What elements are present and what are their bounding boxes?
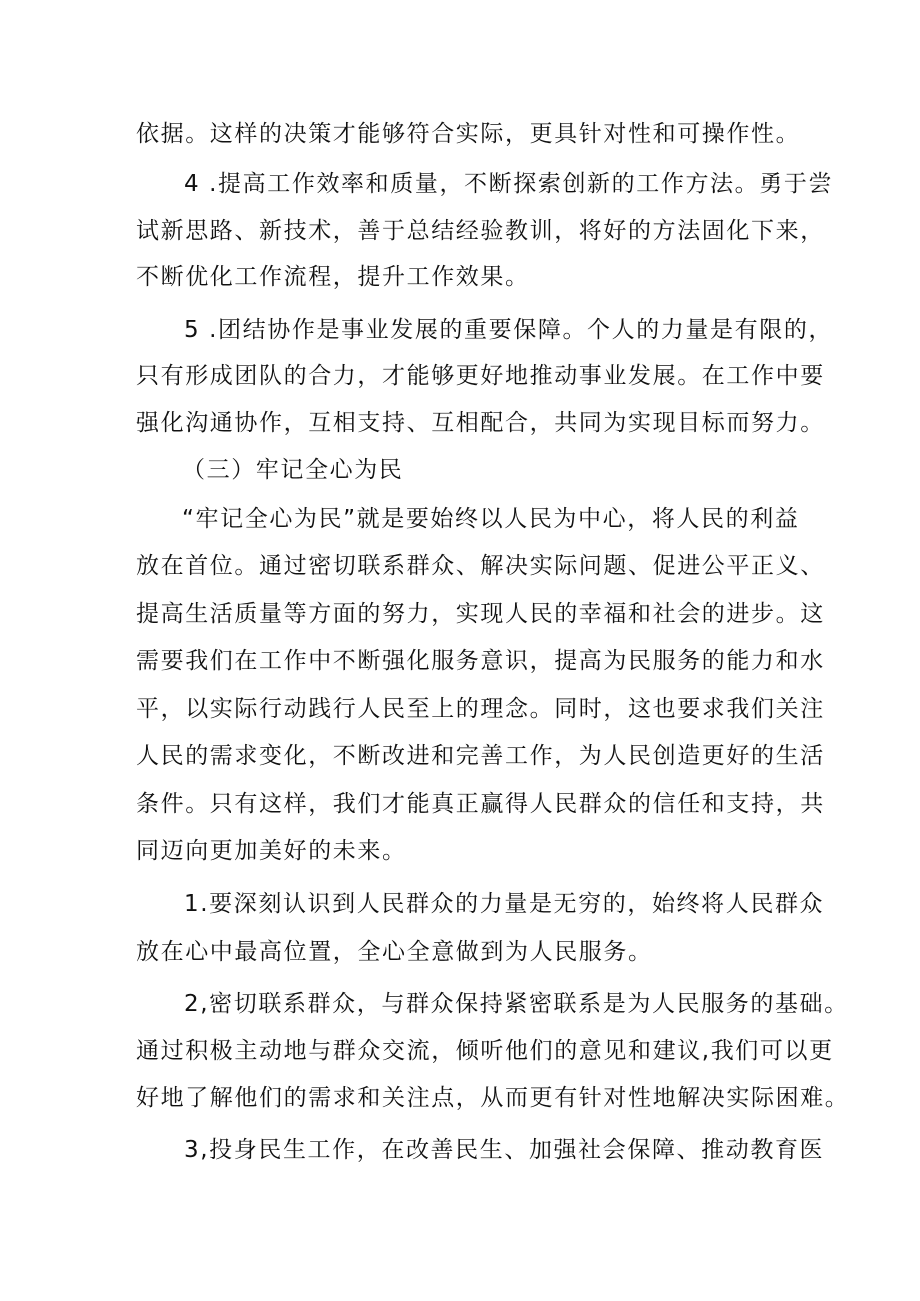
text-line-1: 依据。这样的决策才能够符合实际，更具针对性和可操作性。 [136,121,801,147]
text-line-16: 同迈向更加美好的未来。 [136,838,407,864]
text-line-21: 好地了解他们的需求和关注点，从而更有针对性地解决实际困难。 [136,1085,850,1111]
text-line-7: 强化沟通协作，互相支持、互相配合，共同为实现目标而努力。 [136,410,825,436]
text-line-10: 放在首位。通过密切联系群众、解决实际问题、促进公平正义、 [136,553,825,579]
text-line-20: 通过积极主动地与群众交流，倾听他们的意见和建议,我们可以更 [136,1038,834,1064]
section-heading: （三）牢记全心为民 [182,457,404,483]
text-line-9: “牢记全心为民”就是要始终以人民为中心，将人民的利益 [182,506,800,532]
text-line-14: 人民的需求变化，不断改进和完善工作，为人民创造更好的生活 [136,743,825,769]
text-line-2: 4 .提高工作效率和质量，不断探索创新的工作方法。勇于尝 [184,171,834,197]
text-line-4: 不断优化工作流程，提升工作效果。 [136,264,530,290]
text-line-11: 提高生活质量等方面的努力，实现人民的幸福和社会的进步。这 [136,601,825,627]
text-line-3: 试新思路、新技术，善于总结经验教训，将好的方法固化下来， [136,218,825,244]
text-line-19: 2,密切联系群众，与群众保持紧密联系是为人民服务的基础。 [184,991,849,1017]
text-line-17: 1.要深刻认识到人民群众的力量是无穷的，始终将人民群众 [184,891,825,917]
text-line-6: 只有形成团队的合力，才能够更好地推动事业发展。在工作中要 [136,363,825,389]
text-line-12: 需要我们在工作中不断强化服务意识，提高为民服务的能力和水 [136,648,825,674]
text-line-15: 条件。只有这样，我们才能真正赢得人民群众的信任和支持，共 [136,791,825,817]
text-line-22: 3,投身民生工作，在改善民生、加强社会保障、推动教育医 [184,1137,825,1163]
text-line-18: 放在心中最高位置，全心全意做到为人民服务。 [136,939,653,965]
text-line-5: 5 .团结协作是事业发展的重要保障。个人的力量是有限的， [184,317,834,343]
text-line-13: 平，以实际行动践行人民至上的理念。同时，这也要求我们关注 [136,696,825,722]
